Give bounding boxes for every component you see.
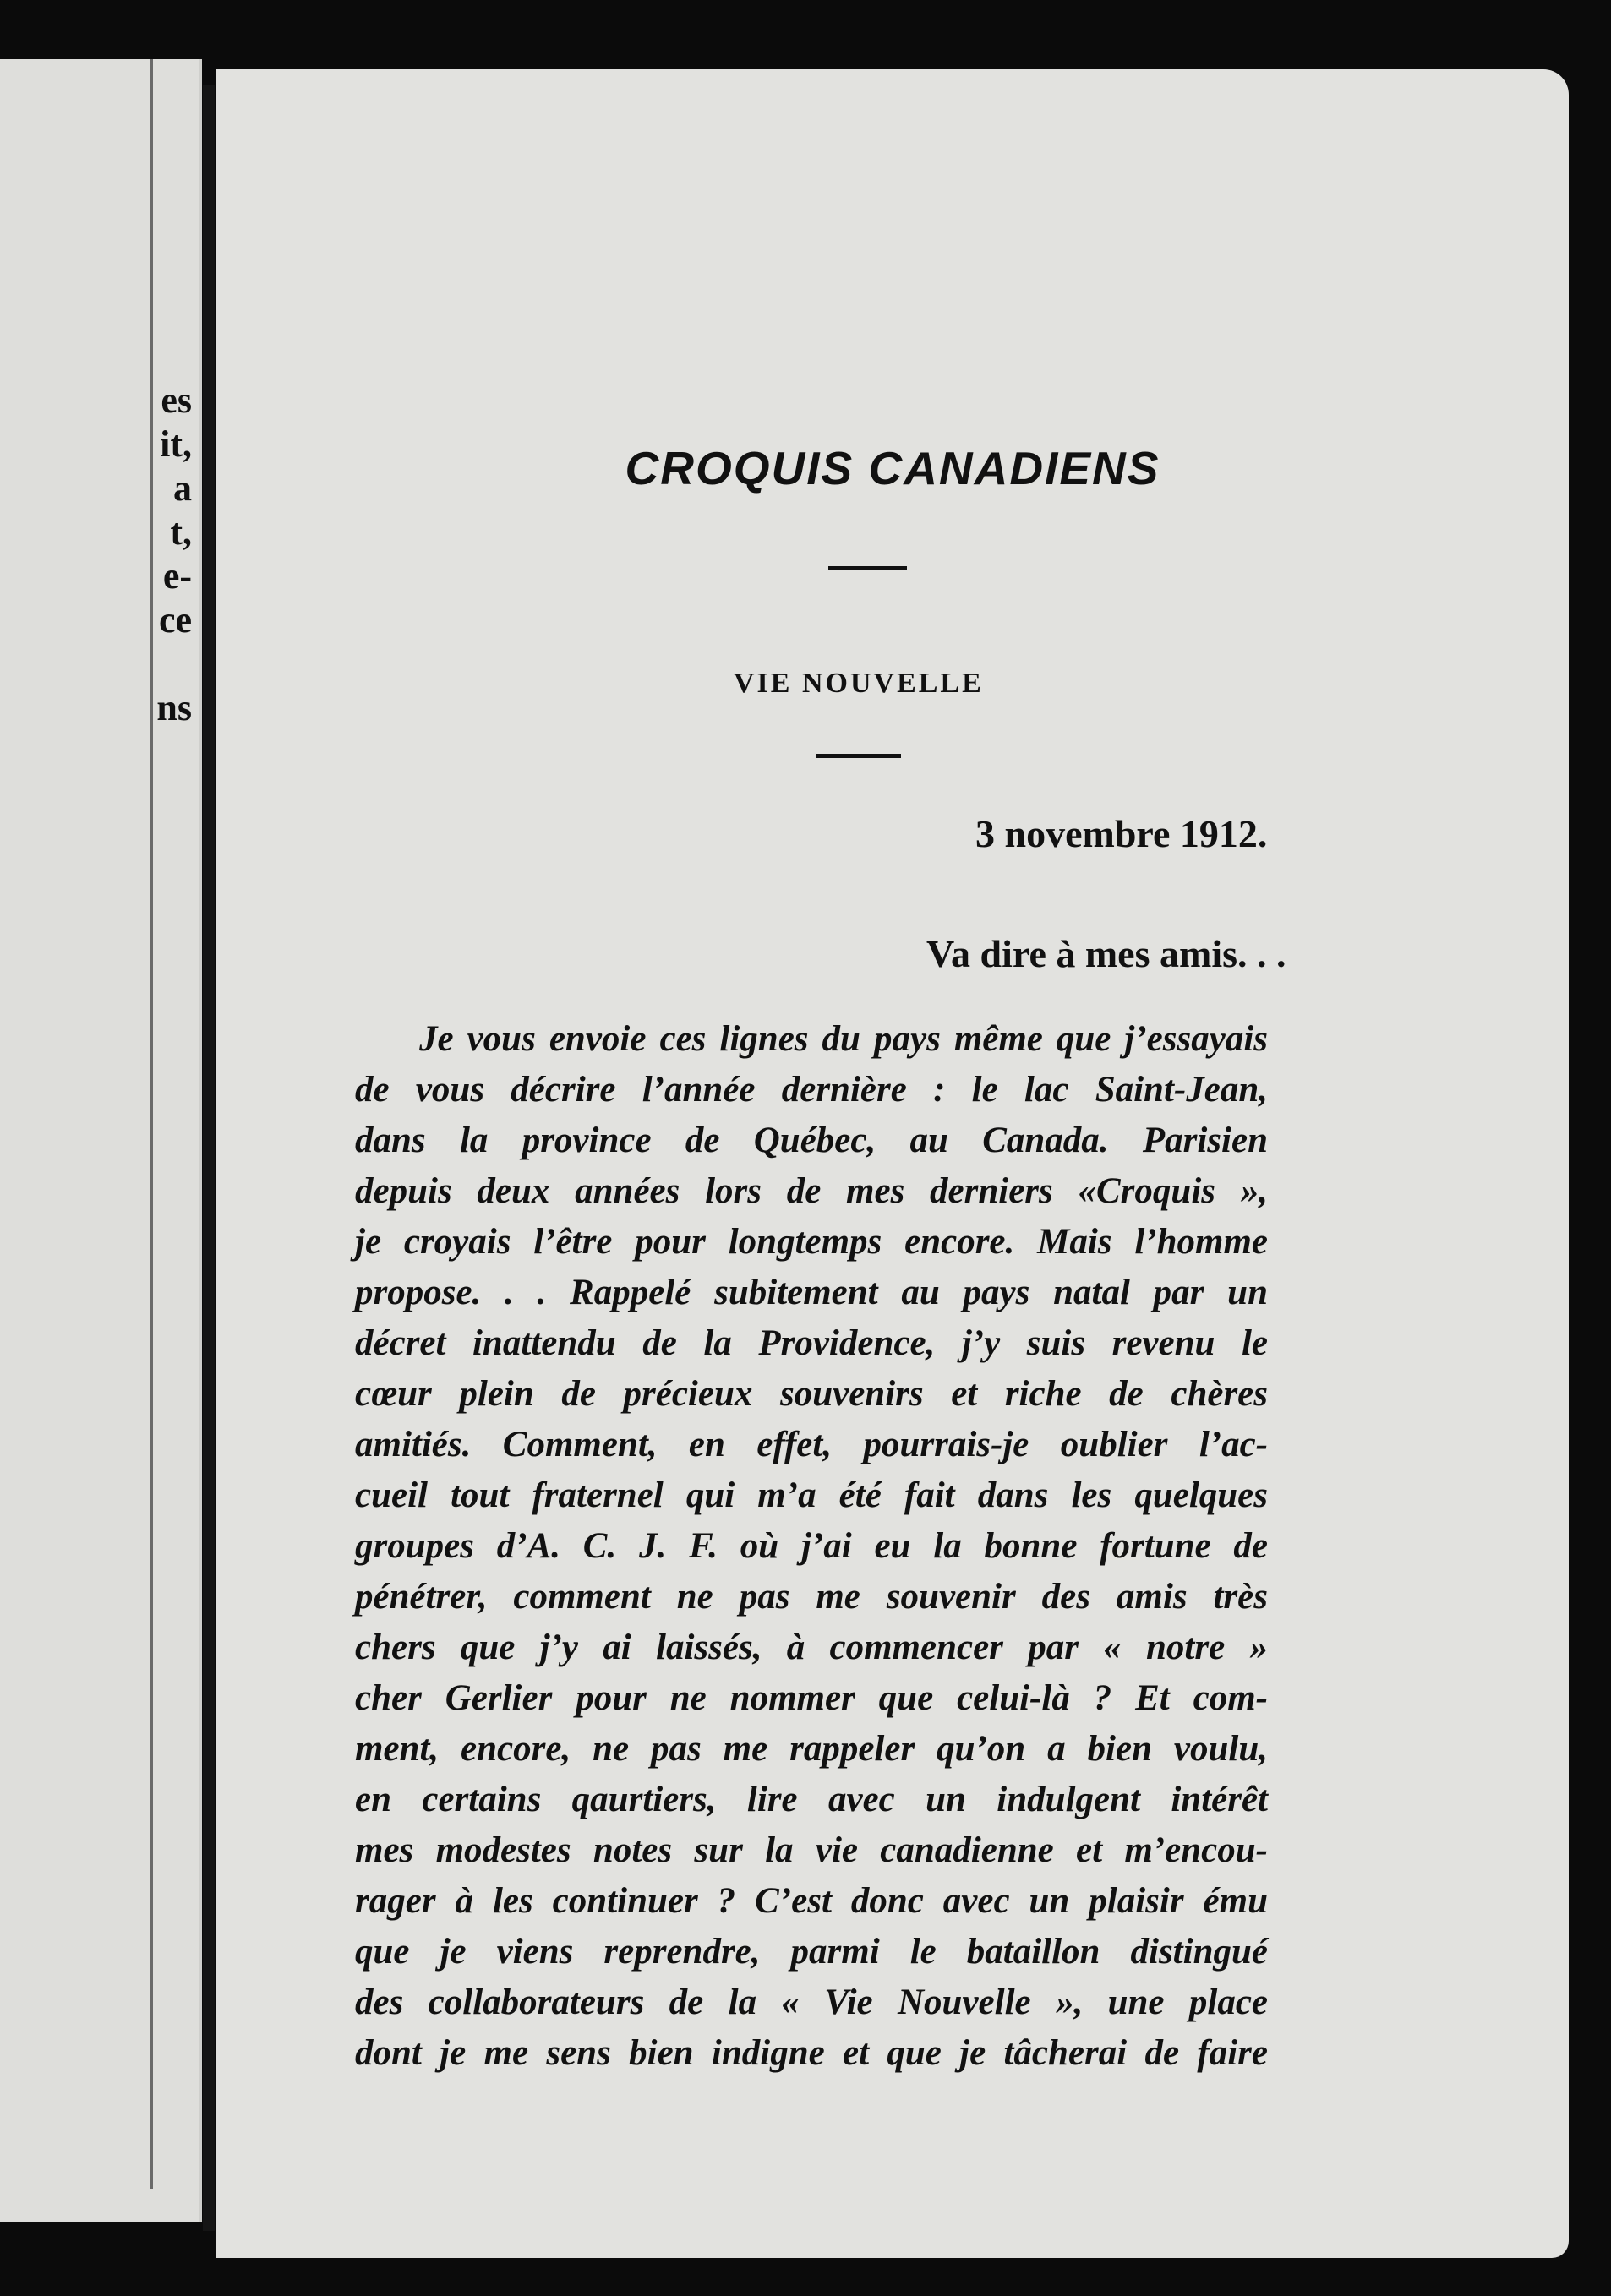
body-line: des collaborateurs de la « Vie Nouvelle », une place bbox=[355, 1982, 1268, 2022]
page-title: CROQUIS CANADIENS bbox=[625, 442, 1160, 494]
body-line: mes modestes notes sur la vie canadienne et m’encou- bbox=[355, 1830, 1268, 1870]
body-line: dans la province de Québec, au Canada. Parisien bbox=[355, 1121, 1268, 1160]
body-line: dont je me sens bien indigne et que je tâcherai de faire bbox=[355, 2033, 1268, 2073]
body-line: Je vous envoie ces lignes du pays même que j’essayais bbox=[419, 1019, 1268, 1059]
left-fragment: it, bbox=[160, 423, 192, 465]
left-fragment: ce bbox=[158, 599, 192, 641]
epigraph: Va dire à mes amis. . . bbox=[926, 932, 1286, 975]
body-line: groupes d’A. C. J. F. où j’ai eu la bonne fortune de bbox=[355, 1526, 1268, 1566]
body-line: que je viens reprendre, parmi le bataillon distingué bbox=[355, 1932, 1268, 1972]
left-fragment bbox=[156, 642, 192, 686]
left-fragment: a bbox=[173, 467, 192, 509]
body-line: décret inattendu de la Providence, j’y suis revenu le bbox=[355, 1323, 1268, 1363]
body-line: ment, encore, ne pas me rappeler qu’on a bien voulu, bbox=[355, 1729, 1268, 1769]
body-line: rager à les continuer ? C’est donc avec un plaisir ému bbox=[355, 1881, 1268, 1921]
left-page-text-fragments bbox=[156, 379, 192, 730]
body-line: je croyais l’être pour longtemps encore. Mais l’homme bbox=[355, 1222, 1268, 1262]
left-fragment: es bbox=[161, 379, 192, 421]
left-fragment: e- bbox=[162, 555, 192, 597]
page-margin-rule bbox=[150, 59, 153, 2189]
body-paragraph bbox=[355, 1014, 1268, 2079]
body-line: chers que j’y ai laissés, à commencer par « notre » bbox=[355, 1628, 1268, 1667]
body-line: cher Gerlier pour ne nommer que celui-là ? Et com- bbox=[355, 1678, 1268, 1718]
body-line: pénétrer, comment ne pas me souvenir des amis très bbox=[355, 1577, 1268, 1617]
left-facing-page bbox=[0, 59, 202, 2222]
section-title: VIE NOUVELLE bbox=[734, 668, 984, 699]
body-line: de vous décrire l’année dernière : le lac Saint-Jean, bbox=[355, 1070, 1268, 1110]
body-line: en certains qaurtiers, lire avec un indulgent intérêt bbox=[355, 1780, 1268, 1819]
left-fragment: ns bbox=[156, 687, 192, 728]
left-fragment: t, bbox=[170, 511, 192, 553]
body-line: depuis deux années lors de mes derniers «Croquis », bbox=[355, 1171, 1268, 1211]
body-line: amitiés. Comment, en effet, pourrais-je oublier l’ac- bbox=[355, 1425, 1268, 1464]
body-line: cœur plein de précieux souvenirs et riche de chères bbox=[355, 1374, 1268, 1414]
body-line: cueil tout fraternel qui m’a été fait dans les quelques bbox=[355, 1475, 1268, 1515]
section-divider bbox=[816, 754, 901, 758]
letter-date: 3 novembre 1912. bbox=[975, 812, 1268, 855]
body-line: propose. . . Rappelé subitement au pays natal par un bbox=[355, 1273, 1268, 1312]
book-gutter bbox=[203, 85, 215, 2231]
main-page bbox=[216, 69, 1569, 2258]
title-divider bbox=[828, 566, 907, 570]
